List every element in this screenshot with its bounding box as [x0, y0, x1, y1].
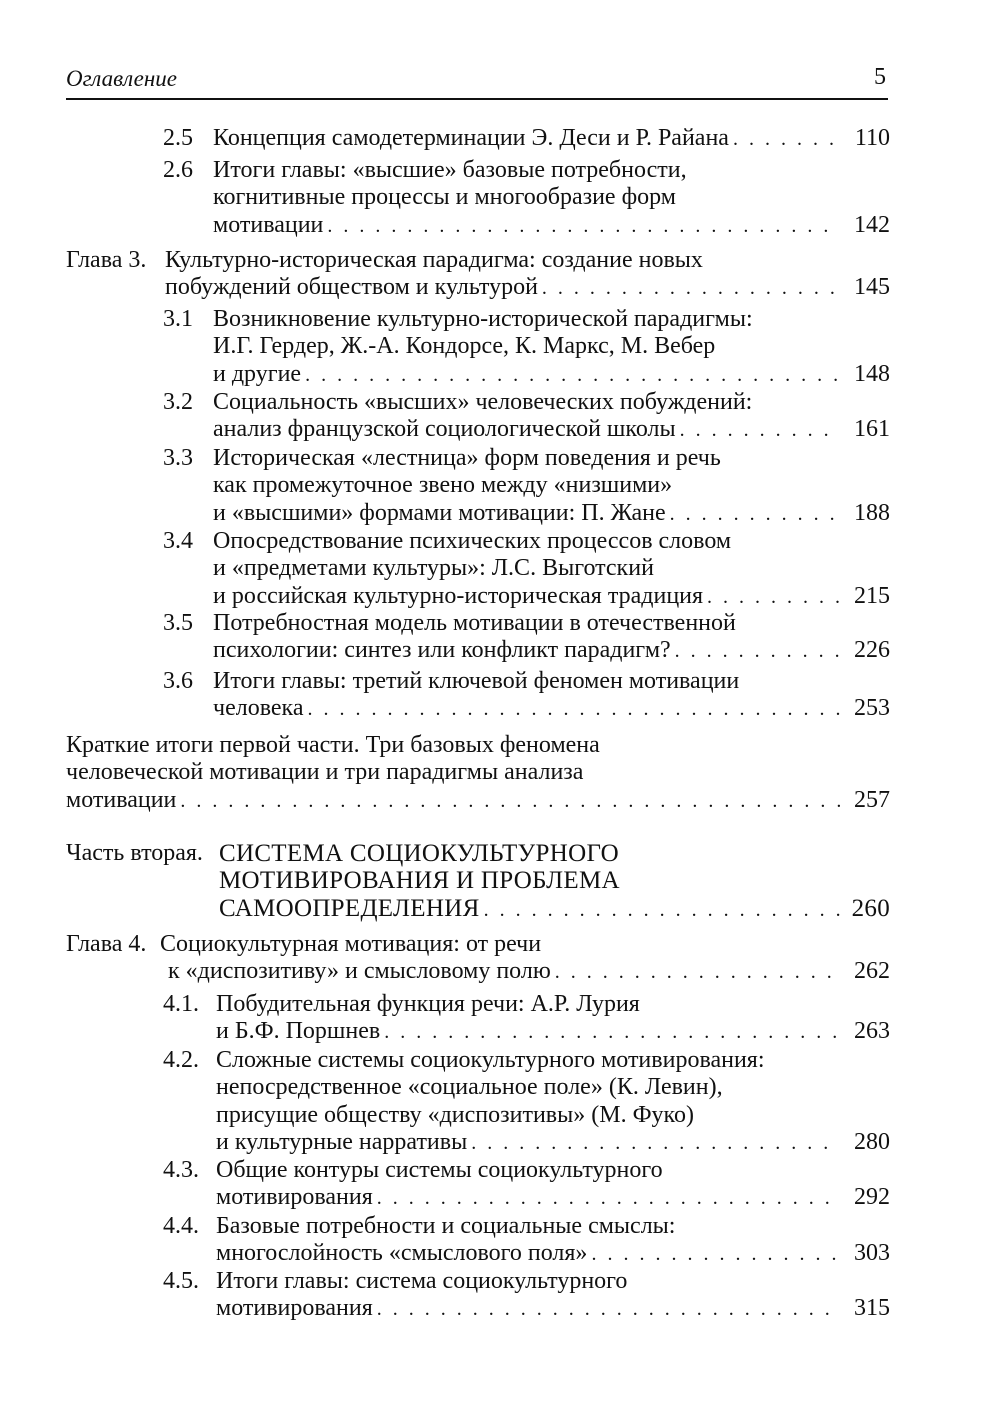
toc-page: 142	[854, 211, 890, 238]
toc-page: 226	[854, 637, 890, 664]
toc-line: когнитивные процессы и многообразие форм	[213, 184, 676, 211]
toc-entry[interactable]	[165, 247, 890, 302]
toc-number: 2.6	[163, 157, 193, 183]
toc-page: 280	[854, 1128, 890, 1155]
toc-line: Итоги главы: «высшие» базовые потребности,	[213, 157, 687, 183]
toc-page: 161	[854, 416, 890, 443]
dot-leader	[377, 1185, 840, 1212]
toc-line: к «диспозитиву» и смысловому полю	[168, 958, 551, 985]
toc-line: и культурные нарративы	[216, 1128, 468, 1155]
toc-entry[interactable]	[216, 1268, 890, 1323]
dot-leader	[377, 1296, 840, 1323]
dot-leader	[555, 959, 840, 986]
toc-number: 3.4	[163, 528, 193, 554]
toc-line: присущие обществу «диспозитивы» (М. Фуко)	[216, 1101, 694, 1128]
toc-entry[interactable]	[213, 668, 890, 723]
toc-line: Социальность «высших» человеческих побуждений:	[213, 389, 753, 415]
toc-line: побуждений обществом и культурой	[165, 274, 538, 301]
toc-entry[interactable]	[213, 157, 890, 239]
toc-page: 262	[854, 958, 890, 985]
toc-line: Краткие итоги первой части. Три базовых феномена	[66, 732, 600, 758]
toc-line: и «высшими» формами мотивации: П. Жане	[213, 499, 666, 526]
toc-entry[interactable]	[213, 445, 890, 527]
toc-part-label: Часть вторая.	[66, 840, 203, 866]
running-header	[66, 60, 888, 100]
toc-entry[interactable]	[213, 389, 890, 444]
toc-line: Культурно-историческая парадигма: создание новых	[165, 247, 703, 273]
dot-leader	[707, 584, 840, 611]
running-header-title: Оглавление	[66, 66, 178, 91]
toc-chapter-label: Глава 3.	[66, 247, 147, 273]
toc-line: Итоги главы: система социокультурного	[216, 1268, 628, 1294]
toc-number: 3.5	[163, 610, 193, 636]
toc-line: Опосредствование психических процессов словом	[213, 528, 732, 554]
toc-line: САМООПРЕДЕЛЕНИЯ	[219, 894, 480, 922]
toc-line: Социокультурная мотивация: от речи	[160, 931, 542, 957]
toc-page: 292	[854, 1184, 890, 1211]
dot-leader	[180, 788, 840, 815]
toc-line: Базовые потребности и социальные смыслы:	[216, 1213, 676, 1239]
toc-entry[interactable]	[216, 1213, 890, 1268]
toc-number: 3.6	[163, 668, 193, 694]
toc-entry-part[interactable]	[219, 840, 890, 922]
toc-line: Историческая «лестница» форм поведения и речь	[213, 445, 721, 471]
toc-line: мотивации	[66, 786, 177, 813]
toc-number: 3.2	[163, 389, 193, 415]
toc-line: мотивирования	[216, 1295, 373, 1322]
toc-line: и Б.Ф. Поршнев	[216, 1018, 381, 1045]
toc-line: непосредственное «социальное поле» (К. Левин),	[216, 1074, 723, 1101]
dot-leader	[670, 501, 840, 528]
toc-line: психологии: синтез или конфликт парадигм?	[213, 637, 671, 664]
toc-number: 4.3.	[163, 1157, 199, 1183]
toc-number: 4.2.	[163, 1047, 199, 1073]
toc-line: Концепция самодетерминации Э. Деси и Р. Райана	[213, 125, 729, 151]
toc-page: 110	[854, 125, 890, 151]
toc-line: как промежуточное звено между «низшими»	[213, 472, 673, 499]
toc-line: Сложные системы социокультурного мотивирования:	[216, 1047, 765, 1073]
toc-entry[interactable]	[213, 528, 890, 610]
toc-number: 4.5.	[163, 1268, 199, 1294]
dot-leader	[305, 362, 840, 389]
dot-leader	[675, 638, 840, 665]
toc-entry-summary[interactable]	[66, 732, 890, 814]
toc-chapter-label: Глава 4.	[66, 931, 147, 957]
toc-line: мотивирования	[216, 1184, 373, 1211]
toc-line: И.Г. Гердер, Ж.-А. Кондорсе, К. Маркс, М. Вебер	[213, 333, 716, 360]
toc-line: многослойность «смыслового поля»	[216, 1240, 588, 1267]
toc-entry[interactable]	[213, 610, 890, 665]
toc-entry[interactable]	[213, 306, 890, 388]
toc-line: СИСТЕМА СОЦИОКУЛЬТУРНОГО	[219, 840, 619, 867]
toc-line: Итоги главы: третий ключевой феномен мотивации	[213, 668, 740, 694]
toc-entry[interactable]	[216, 991, 890, 1046]
toc-line: Возникновение культурно-исторической парадигмы:	[213, 306, 753, 332]
dot-leader	[384, 1019, 840, 1046]
toc-number: 4.1.	[163, 991, 199, 1017]
toc-line: Общие контуры системы социокультурного	[216, 1157, 663, 1183]
toc-line: мотивации	[213, 211, 324, 238]
dot-leader	[591, 1241, 840, 1268]
toc-line: и российская культурно-историческая традиция	[213, 582, 704, 609]
toc-line: анализ французской социологической школы	[213, 416, 676, 443]
toc-line: и «предметами культуры»: Л.С. Выготский	[213, 555, 654, 582]
toc-line: человеческой мотивации и три парадигмы анализа	[66, 759, 584, 786]
toc-page: 263	[854, 1018, 890, 1045]
toc-line: Потребностная модель мотивации в отечественной	[213, 610, 736, 636]
toc-number: 3.1	[163, 306, 193, 332]
toc-entry[interactable]	[216, 1047, 890, 1156]
dot-leader	[308, 696, 841, 723]
toc-entry[interactable]	[213, 125, 890, 152]
dot-leader	[327, 213, 840, 240]
toc-number: 3.3	[163, 445, 193, 471]
page-number: 5	[874, 64, 886, 90]
toc-page: 215	[854, 582, 890, 609]
toc-page: 257	[854, 786, 890, 813]
dot-leader	[471, 1130, 840, 1157]
toc-number: 2.5	[163, 125, 193, 151]
toc-page: 145	[854, 274, 890, 301]
toc-line: МОТИВИРОВАНИЯ И ПРОБЛЕМА	[219, 867, 620, 895]
dot-leader	[680, 417, 840, 444]
toc-line: и другие	[213, 360, 302, 387]
toc-page: 188	[854, 499, 890, 526]
dot-leader	[733, 126, 840, 153]
toc-line: Побудительная функция речи: А.Р. Лурия	[216, 991, 640, 1017]
toc-page: 148	[854, 360, 890, 387]
toc-entry[interactable]	[216, 1157, 890, 1212]
dot-leader	[484, 897, 840, 924]
toc-line: человека	[213, 695, 304, 722]
toc-number: 4.4.	[163, 1213, 199, 1239]
toc-page: 253	[854, 695, 890, 722]
toc-entry[interactable]	[160, 931, 890, 986]
dot-leader	[542, 275, 840, 302]
toc-page: 315	[854, 1295, 890, 1322]
toc-page: 260	[851, 894, 890, 922]
toc-page: 303	[854, 1240, 890, 1267]
